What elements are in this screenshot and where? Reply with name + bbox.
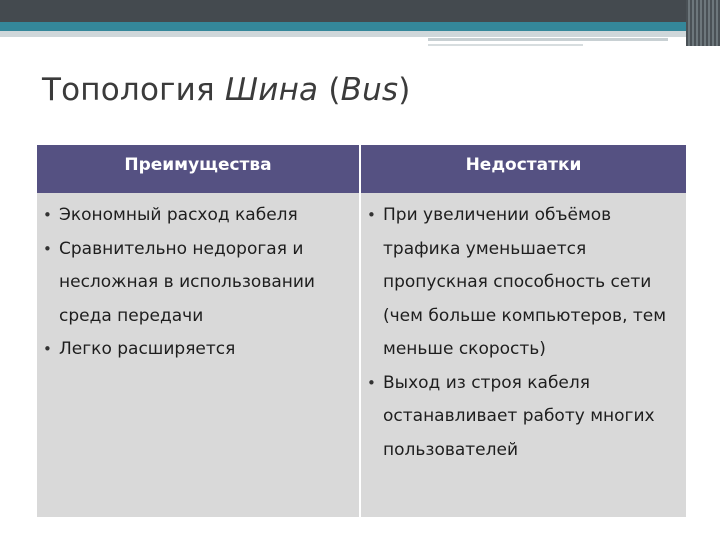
- top-light-band: [0, 31, 720, 37]
- accent-line-short: [428, 44, 583, 46]
- title-italic: Шина: [224, 72, 319, 108]
- title-paren-close: ): [398, 72, 411, 108]
- header-disadvantages: Недостатки: [465, 155, 582, 175]
- top-teal-band: [0, 22, 720, 31]
- title-bus: Bus: [340, 72, 399, 108]
- disadvantage-text: При увеличении объёмов трафика уменьшается пропускная способность сети (чем больше компьютеров, тем меньше скорость): [383, 205, 667, 359]
- comparison-table: [37, 145, 686, 517]
- disadvantages-list: [365, 199, 685, 467]
- advantages-list: [41, 199, 357, 367]
- bullet-icon: •: [367, 373, 376, 392]
- advantage-text: Легко расширяется: [59, 339, 236, 359]
- disadvantages-cell: [361, 193, 686, 517]
- list-item: [41, 333, 357, 367]
- bullet-icon: •: [367, 206, 376, 224]
- top-dark-band: [0, 0, 720, 22]
- corner-stripes-decoration: [686, 0, 720, 46]
- title-paren-open: (: [328, 72, 341, 108]
- list-item: [41, 199, 357, 233]
- disadvantage-text: Выход из строя кабеля останавливает работу многих пользователей: [383, 372, 655, 460]
- header-advantages: Преимущества: [124, 155, 272, 175]
- bullet-icon: •: [43, 340, 52, 358]
- advantages-cell: [37, 193, 359, 517]
- bullet-icon: •: [43, 206, 52, 224]
- bullet-icon: •: [43, 239, 52, 258]
- list-item: [365, 199, 685, 367]
- list-item: [365, 367, 685, 468]
- accent-line: [428, 38, 668, 41]
- advantage-text: Экономный расход кабеля: [59, 205, 298, 225]
- advantage-text: Сравнительно недорогая и несложная в использовании среда передачи: [59, 238, 315, 326]
- title-main: Топология: [42, 72, 215, 108]
- list-item: [41, 233, 357, 334]
- slide-title: [42, 72, 411, 108]
